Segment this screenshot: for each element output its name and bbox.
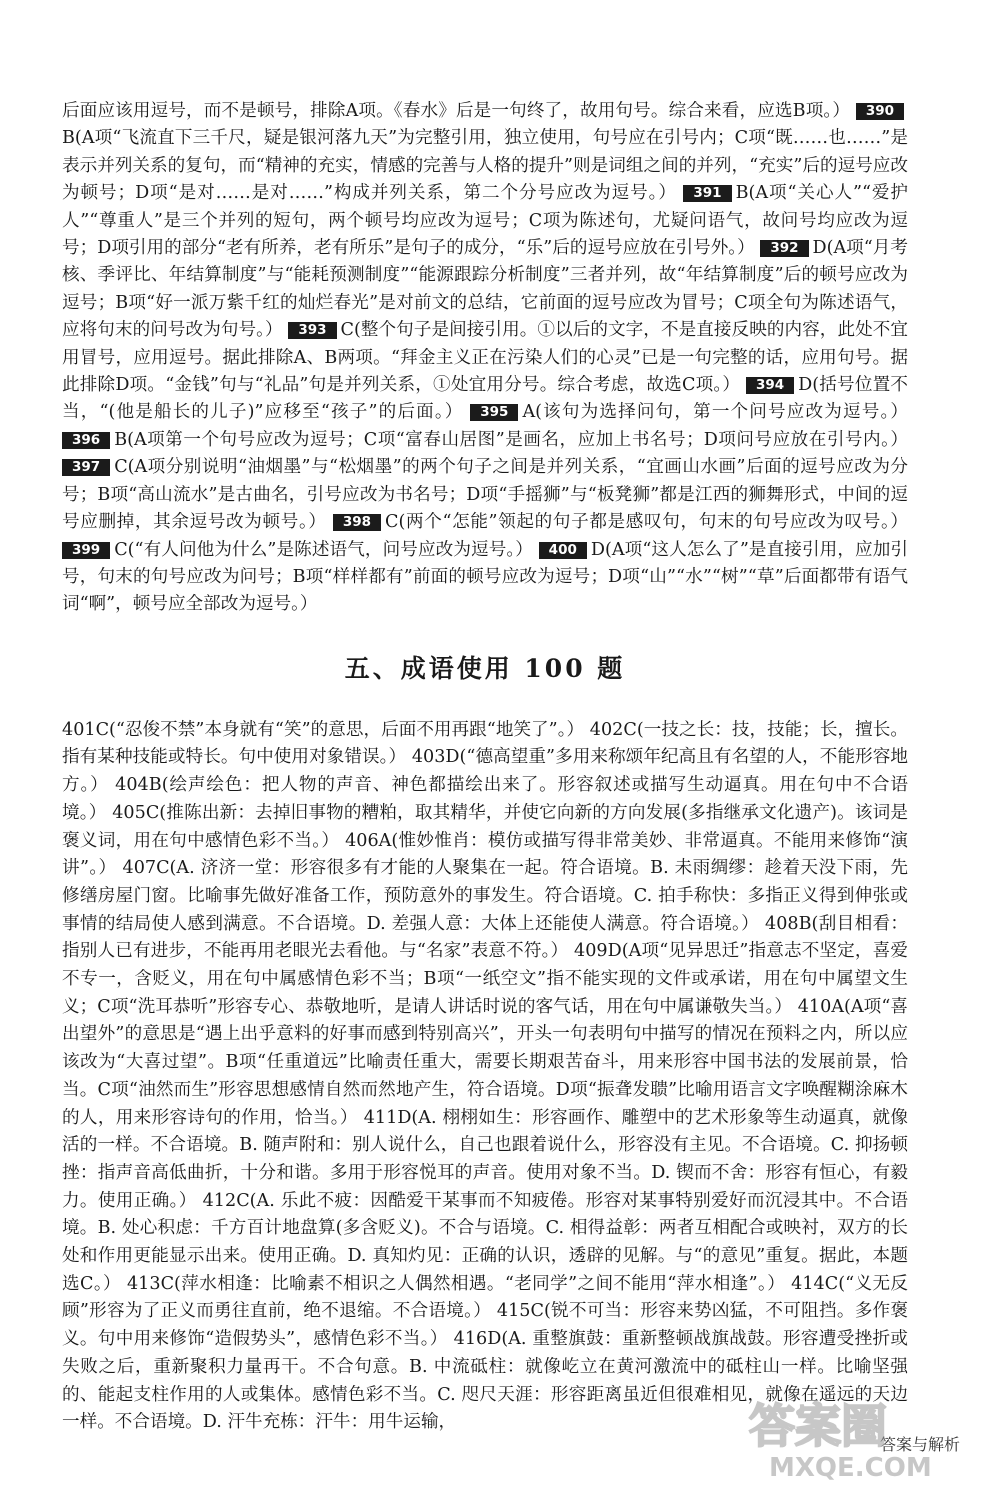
- idiom-answers: [62, 717, 908, 1437]
- question-number-badge: 405: [112, 802, 146, 823]
- answer-text: B(A项“飞流直下三千尺，疑是银河落九天”为完整引用，独立使用，句号应在引号内；C项“既……也……”是表示并列关系的复句，而“精神的充实，情感的完善与人格的提升”则是词组之间的并列，“充实”后的逗号应改为顿号；D项“是对……是对……”构成并列关系，第二个分号应改为逗号。）: [62, 128, 908, 204]
- question-number-badge: 412: [202, 1190, 237, 1211]
- watermark-logo: [729, 1390, 974, 1486]
- answer-text: D(括号位置不当，“(他是船长的儿子)”应移至“孩子”的后面。）: [62, 375, 908, 423]
- question-number-badge: 399: [62, 542, 110, 559]
- answer-text: B(绘声绘色：把人物的声音、神色都描绘出来了。形容叙述或描写生动逼真。用在句中不合语境。）: [62, 775, 909, 823]
- answer-text: D(“德高望重”多用来称颂年纪高且有名望的人，不能形容地方。）: [62, 747, 909, 796]
- answer-text: D(A项“这人怎么了”是直接引用，应加引号，句末的句号应改为问号；B项“样样都有”前面的顿号应改为逗号；D项“山”“水”“树”“草”后面都带有语气词“啊”，顿号应全部改为逗号。）: [62, 539, 908, 615]
- question-number-badge: 406: [345, 830, 379, 851]
- question-number-badge: 410: [797, 996, 832, 1017]
- question-number-badge: 397: [62, 459, 110, 476]
- question-number-badge: 402: [589, 719, 624, 740]
- question-number-badge: 411: [363, 1107, 398, 1128]
- question-number-badge: 401: [62, 719, 96, 740]
- question-number-badge: 391: [683, 185, 731, 202]
- watermark-title: 答案圈: [749, 1399, 887, 1453]
- question-number-badge: 400: [539, 542, 587, 559]
- lead-text: 后面应该用逗号，而不是顿号，排除A项。《春水》后是一句终了，故用句号。综合来看，应选B项。）: [62, 101, 851, 121]
- answer-text: C(整个句子是间接引用。①以后的文字，不是直接反映的内容，此处不宜用冒号，应用逗号。据此排除A、B两项。“拜金主义正在污染人们的心灵”已是一句完整的话，应用句号。据此排除D项。“金钱”句与“礼品”句是并列关系，①处宜用分号。综合考虑，故选C项。）: [62, 320, 908, 396]
- answer-text: D(A. 栩栩如生：形容画作、雕塑中的艺术形象等生动逼真，就像活的一样。不合语境。B. 随声附和：别人说什么，自己也跟着说什么，形容没有主见。不合语境。C. 抑扬顿挫：指声音高低曲折，十分和谐。多用于形容悦耳的声音。使用对象不当。D. 锲而不舍：形容有恒心，有毅力。使用正确。）: [62, 1107, 909, 1211]
- question-number-badge: 390: [856, 103, 904, 120]
- question-number-badge: 408: [765, 913, 799, 934]
- question-number-badge: 396: [62, 432, 110, 449]
- question-number-badge: 413: [126, 1273, 161, 1294]
- question-number-badge: 404: [115, 775, 149, 796]
- answer-text: C(两个“怎能”领起的句子都是感叹句，句末的句号应改为叹号。）: [385, 512, 908, 533]
- question-number-badge: 407: [122, 858, 157, 879]
- answer-text: C(一技之长：技，技能；长，擅长。指有某种技能或特长。句中使用对象错误。）: [62, 719, 909, 768]
- answer-text: C(推陈出新：去掉旧事物的糟粕，取其精华，并使它向新的方向发展(多指继承文化遗产)。该词是褒义词，用在句中感情色彩不当。）: [62, 802, 909, 851]
- question-number-badge: 403: [411, 747, 446, 768]
- question-number-badge: 392: [760, 240, 808, 257]
- question-number-badge: 416: [453, 1329, 488, 1350]
- answer-text: D(A项“月考核、季评比、年结算制度”与“能耗预测制度”“能源跟踪分析制度”三者并列，故“年结算制度”后的顿号应改为逗号；B项“好一派万紫千红的灿烂春光”是对前文的总结，它前面的逗号应改为冒号；C项全句为陈述语气，应将句末的问号改为句号。）: [62, 238, 908, 341]
- answer-text: B(刮目相看：指别人已有进步，不能再用老眼光去看他。与“名家”表意不符。）: [62, 913, 908, 962]
- question-number-badge: 398: [333, 514, 381, 531]
- answer-text: A(惟妙惟肖：模仿或描写得非常美妙、非常逼真。不能用来修饰“演讲”。）: [62, 830, 909, 879]
- answer-text: A(该句为选择问句，第一个问号应改为逗号。）: [522, 402, 908, 423]
- answer-text: C(“有人问他为什么”是陈述语气，问号应改为逗号。）: [114, 539, 533, 560]
- answer-page: [62, 98, 908, 1437]
- answer-text: A(A项“喜出望外”的意思是“遇上出乎意料的好事而感到特别高兴”，开头一句表明句中描写的情况在预料之内，所以应该改为“大喜过望”。B项“任重道远”比喻责任重大，需要长期艰苦奋斗，用来形容中国书法的发展前景，恰当。C项“油然而生”形容思想感情自然而然地产生，符合语境。D项“振聋发聩”比喻用语言文字唤醒糊涂麻木的人，用来形容诗句的作用，恰当。）: [62, 996, 908, 1128]
- answer-text: C(“忍俊不禁”本身就有“笑”的意思，后面不用再跟“地笑了”。）: [95, 719, 585, 740]
- section-title: 五、成语使用 100 题: [344, 653, 626, 683]
- answer-text: C(A项分别说明“油烟墨”与“松烟墨”的两个句子之间是并列关系，“宜画山水画”后面的逗号应改为分号；B项“高山流水”是古曲名，引号应改为书名号；D项“手摇狮”与“板凳狮”都是江西的狮舞形式，中间的逗号应删掉，其余逗号改为顿号。）: [62, 457, 908, 533]
- question-number-badge: 395: [470, 404, 518, 421]
- question-number-badge: 393: [288, 322, 336, 339]
- answer-text: C(“义无反顾”形容为了正义而勇往直前，绝不退缩。不合语境。）: [62, 1273, 909, 1322]
- answer-text: D(A. 重整旗鼓：重新整顿战旗战鼓。形容遭受挫折或失败之后，重新聚积力量再干。不合句意。B. 中流砥柱：就像屹立在黄河激流中的砥柱山一样。比喻坚强的、能起支柱作用的人或集体。感情色彩不当。C. 咫尺天涯：形容距离虽近但很难相见，就像在遥远的天边一样。不合语境。D. 汗牛充栋：汗牛：用牛运输，: [62, 1329, 908, 1433]
- punctuation-answers: [62, 98, 908, 619]
- question-number-badge: 409: [574, 941, 608, 962]
- watermark-url: MXQE.COM: [769, 1453, 932, 1483]
- answer-text: C(锐不可当：形容来势凶猛，不可阻挡。多作褒义。句中用来修饰“造假势头”，感情色彩不当。）: [62, 1301, 909, 1350]
- answer-text: C(A. 济济一堂：形容很多有才能的人聚集在一起。符合语境。B. 未雨绸缪：趁着天没下雨，先修缮房屋门窗。比喻事先做好准备工作，预防意外的事发生。符合语境。C. 拍手称快：多指正义得到伸张或事情的结局使人感到满意。不合语境。D. 差强人意：大体上还能使人满意。符合语境。）: [62, 858, 908, 934]
- answer-text: C(A. 乐此不疲：因酷爱干某事而不知疲倦。形容对某事特别爱好而沉浸其中。不合语境。B. 处心积虑：千方百计地盘算(多含贬义)。不合与语境。C. 相得益彰：两者互相配合或映衬，双方的长处和作用更能显示出来。使用正确。D. 真知灼见：正确的认识，透辟的见解。与“的意见”重复。据此，本题选C。）: [62, 1190, 908, 1294]
- question-number-badge: 394: [746, 377, 794, 394]
- page-footer-label: 答案与解析: [879, 1435, 960, 1454]
- answer-text: D(A项“见异思迁”指意志不坚定，喜爱不专一，含贬义，用在句中属感情色彩不当；B项“一纸空文”指不能实现的文件或承诺，用在句中属望文生义；C项“洗耳恭听”形容专心、恭敬地听，是请人讲话时说的客气话，用在句中属谦敬失当。）: [62, 941, 909, 1017]
- question-number-badge: 414: [791, 1273, 825, 1294]
- answer-text: B(A项第一个句号应改为逗号；C项“富春山居图”是画名，应加上书名号；D项问号应放在引号内。）: [114, 429, 908, 450]
- answer-text: C(萍水相逢：比喻素不相识之人偶然相遇。“老同学”之间不能用“萍水相逢”。）: [160, 1273, 786, 1294]
- answer-text: B(A项“关心人”“爱护人”“尊重人”是三个并列的短句，两个顿号均应改为逗号；C项为陈述句，尤疑问语气，故问号均应改为逗号；D项引用的部分“老有所养，老有所乐”是句子的成分，“乐”后的逗号应放在引号外。）: [62, 183, 908, 259]
- question-number-badge: 415: [496, 1301, 531, 1322]
